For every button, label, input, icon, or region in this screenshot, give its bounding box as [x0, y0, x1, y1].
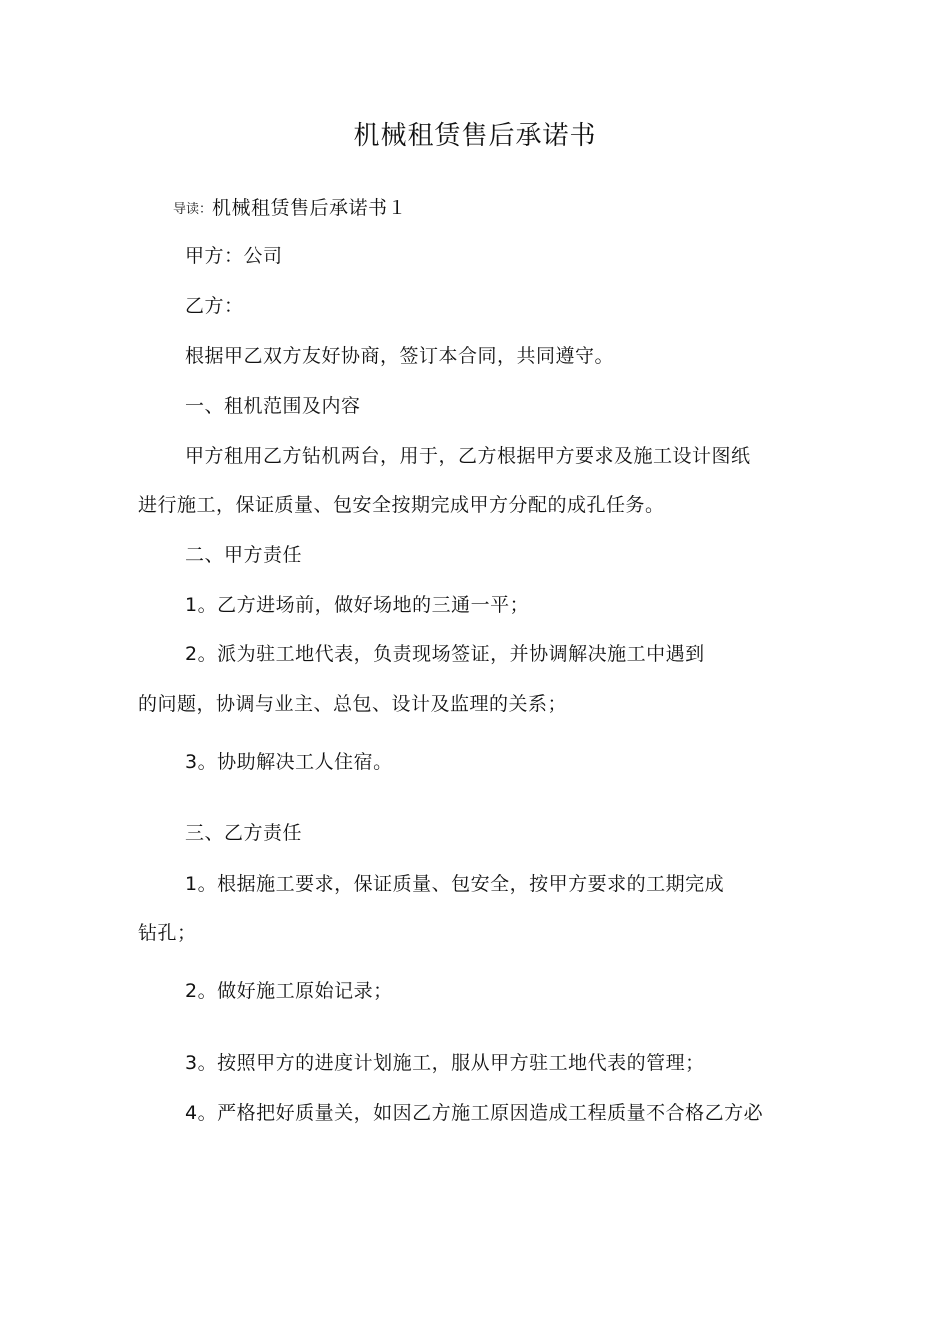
- document-title: 机械租赁售后承诺书: [353, 121, 597, 151]
- list-item: 4。严格把好质量关，如因乙方施工原因造成工程质量不合格乙方必: [185, 1102, 764, 1124]
- list-item: 1。乙方进场前，做好场地的三通一平；: [185, 594, 530, 616]
- party-b-line: 乙方：: [185, 295, 244, 317]
- paragraph: 进行施工，保证质量、包安全按期完成甲方分配的成孔任务。: [138, 494, 665, 516]
- list-item: 钻孔；: [138, 922, 197, 944]
- list-item: 2。做好施工原始记录；: [185, 980, 393, 1002]
- section-heading: 二、甲方责任: [185, 544, 303, 566]
- list-item: 2。派为驻工地代表，负责现场签证，并协调解决施工中遇到: [185, 643, 705, 665]
- intro-line: [173, 195, 407, 223]
- list-item: 的问题，协调与业主、总包、设计及监理的关系；: [138, 693, 568, 715]
- paragraph: 甲方租用乙方钻机两台，用于，乙方根据甲方要求及施工设计图纸: [185, 445, 751, 467]
- party-a-line: 甲方：公司: [185, 245, 283, 267]
- list-item: 1。根据施工要求，保证质量、包安全，按甲方要求的工期完成: [185, 873, 725, 895]
- list-item: 3。按照甲方的进度计划施工，服从甲方驻工地代表的管理；: [185, 1052, 705, 1074]
- paragraph: 根据甲乙双方友好协商，签订本合同，共同遵守。: [185, 345, 615, 367]
- intro-text: 机械租赁售后承诺书１: [212, 197, 408, 219]
- section-heading: 三、乙方责任: [185, 822, 303, 844]
- list-item: 3。协助解决工人住宿。: [185, 751, 393, 773]
- section-heading: 一、租机范围及内容: [185, 395, 361, 417]
- intro-label: 导读：: [173, 202, 213, 217]
